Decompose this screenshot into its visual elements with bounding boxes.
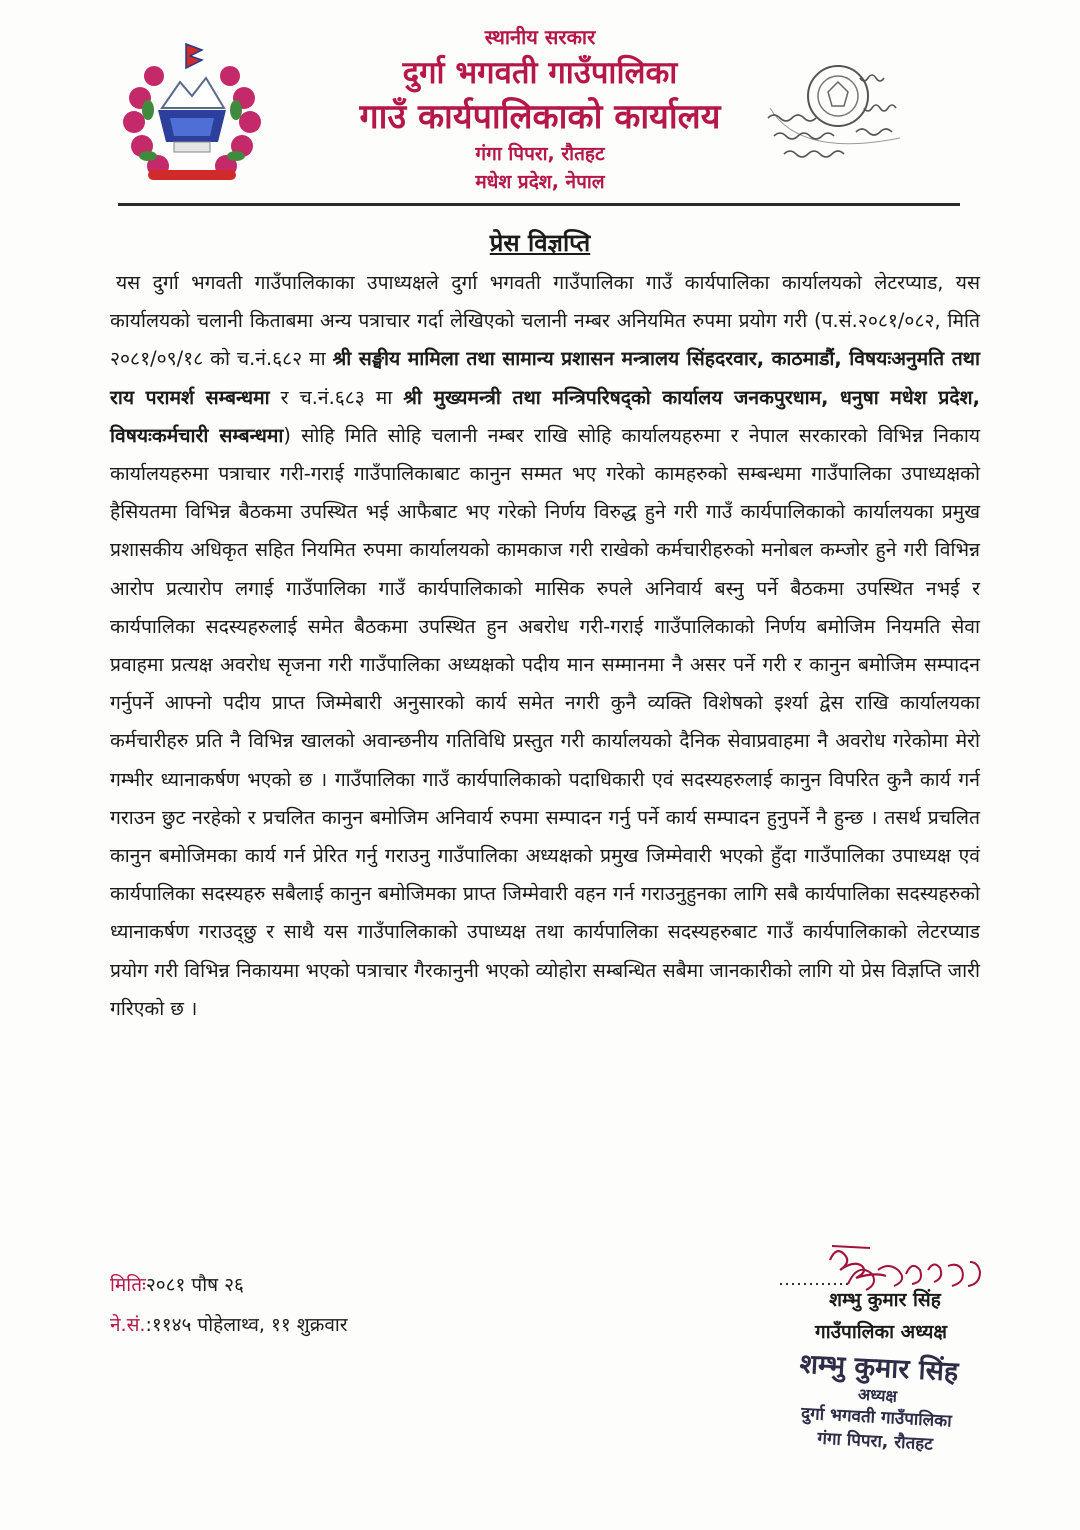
signatory-role: गाउँपालिका अध्यक्ष xyxy=(815,1321,947,1343)
date-label: मितिः xyxy=(110,1274,146,1296)
office-seal-icon xyxy=(760,48,920,188)
official-stamp xyxy=(765,1346,990,1459)
ns-label: ने.सं. xyxy=(110,1314,146,1336)
body-text-part: र च.नं.६८३ मा xyxy=(269,385,404,409)
office-address: गंगा पिपरा, रौतहट xyxy=(475,143,605,165)
press-release-body xyxy=(110,264,980,1028)
header-divider xyxy=(118,203,960,206)
stamp-municipality: दुर्गा भगवती गाउँपालिका xyxy=(800,1403,953,1432)
nepal-emblem-icon xyxy=(118,38,266,186)
signatory-name: शम्भु कुमार सिंह xyxy=(829,1289,941,1311)
body-bold-recipient-1: श्री सङ्घीय मामिला तथा सामान्य प्रशासन मन्त्रालय सिंहदरवार, काठमाडौं, विषयःअनुमति तथा राय परामर्श सम्बन्धमा xyxy=(110,347,980,409)
body-bold-recipient-2: श्री मुख्यमन्त्री तथा मन्त्रिपरिषद्को कार्यालय जनकपुरधाम, धनुषा मधेश प्रदेश, विषयःकर्मचारी सम्बन्धमा xyxy=(110,385,980,447)
letterhead xyxy=(0,0,1080,210)
nepal-sambat-line xyxy=(110,1305,348,1345)
date-value: २०८१ पौष २६ xyxy=(145,1274,244,1296)
stamp-role: अध्यक्ष xyxy=(857,1384,898,1406)
body-text-part: ) सोहि मिति सोहि चलानी नम्बर राखि सोहि कार्यालयहरुमा र नेपाल सरकारको विभिन्न निकाय कार्यालयहरुमा पत्राचार गरी-गराई गाउँपालिकाबाट कानुन सम्मत भए गरेको कामहरुको सम्बन्धमा गाउँपालिका उपाध्यक्षको हैसियतमा विभिन्न बैठकमा उपस्थित भई आफैबाट भए गरेको निर्णय विरुद्ध हुने गरी गाउँ कार्यपालिकाको कार्यालयका प्रमुख प्रशासकीय अधिकृत सहित नियमित रुपमा कार्यालयको कामकाज गरी राखेको कर्मचारीहरुको मनोबल कम्जोर हुने गरी विभिन्न आरोप प्रत्यारोप लगाई गाउँपालिका गाउँ कार्यपालिकाको मासिक रुपले अनिवार्य बस्नु पर्ने बैठकमा उपस्थित नभई र कार्यपालिका सदस्यहरुलाई समेत बैठकमा उपस्थित हुन अबरोध गरी-गराई गाउँपालिकाको निर्णय बमोजिम नियमति सेवा प्रवाहमा प्रत्यक्ष अवरोध सृजना गरी गाउँपालिका अध्यक्षको पदीय मान सम्मानमा नै असर पर्ने गरी र कानुन बमोजिम सम्पादन गर्नुपर्ने आफ्नो पदीय प्राप्त जिम्मेबारी अनुसारको कार्य समेत नगरी कुनै व्यक्ति विशेषको इर्श्या द्वेस राखि कार्यालयका कर्मचारीहरु प्रति नै विभिन्न खालको अवान्छनीय गतिविधि प्रस्तुत गरी कार्यालयको दैनिक सेवाप्रवाहमा नै अवरोध गरेकोमा मेरो गम्भीर ध्यानाकर्षण भएको छ । गाउँपालिका गाउँ कार्यपालिकाको पदाधिकारी एवं सदस्यहरुलाई कानुन विपरित कुनै कार्य गर्न गराउन छुट नरहेको र प्रचलित कानुन बमोजिम अनिवार्य रुपमा सम्पादन गर्नु पर्ने कार्य सम्पादन हुनुपर्ने नै हुन्छ । तसर्थ प्रचलित कानुन बमोजिमका कार्य गर्न प्रेरित गर्नु गराउनु गाउँपालिका अध्यक्षको प्रमुख जिम्मेवारी भएको हुँदा गाउँपालिका उपाध्यक्ष एवं कार्यपालिका सदस्यहरु सबैलाई कानुन बमोजिमका प्राप्त जिम्मेवारी वहन गर्न गराउनुहुनका लागि सबै कार्यपालिका सदस्यहरुको ध्यानाकर्षण गराउद्छु र साथै यस गाउँपालिकाको उपाध्यक्ष तथा कार्यपालिका सदस्यहरुबाट गाउँ कार्यपालिकाको लेटरप्याड प्रयोग गरी विभिन्न निकायमा भएको पत्राचार गैरकानुनी भएको व्योहोरा सम्बन्धित सबैमा जानकारीको लागि यो प्रेस विज्ञप्ति जारी गरिएको छ । xyxy=(110,423,980,1020)
date-line xyxy=(110,1265,348,1305)
municipality-name: दुर्गा भगवती गाउँपालिका xyxy=(402,55,678,91)
ns-value: :११४५ पोहेलाथ्व, ११ शुक्रवार xyxy=(145,1314,348,1336)
stamp-name: शम्भु कुमार सिंह xyxy=(798,1348,960,1388)
document-title: प्रेस विज्ञप्ति xyxy=(489,229,591,257)
body-text-part: यस दुर्गा भगवती गाउँपालिकाका उपाध्यक्षले दुर्गा भगवती गाउँपालिका गाउँ कार्यपालिका कार्यालयको लेटरप्याड, यस कार्यालयको चलानी किताबमा अन्य पत्राचार गर्दा लेखिएको चलानी नम्बर अनियमित रुपमा प्रयोग गरी (प.सं.२०८१/०८२, मिति २०८१/०९/१८ को च.नं.६८२ मा xyxy=(110,271,980,371)
local-government-label: स्थानीय सरकार xyxy=(484,25,596,49)
letterhead-text xyxy=(290,22,790,196)
date-block xyxy=(110,1265,348,1345)
office-province: मधेश प्रदेश, नेपाल xyxy=(475,171,605,193)
stamp-address: गंगा पिपरा, रौतहट xyxy=(816,1428,934,1455)
office-name: गाउँ कार्यपालिकाको कार्यालय xyxy=(359,97,721,137)
